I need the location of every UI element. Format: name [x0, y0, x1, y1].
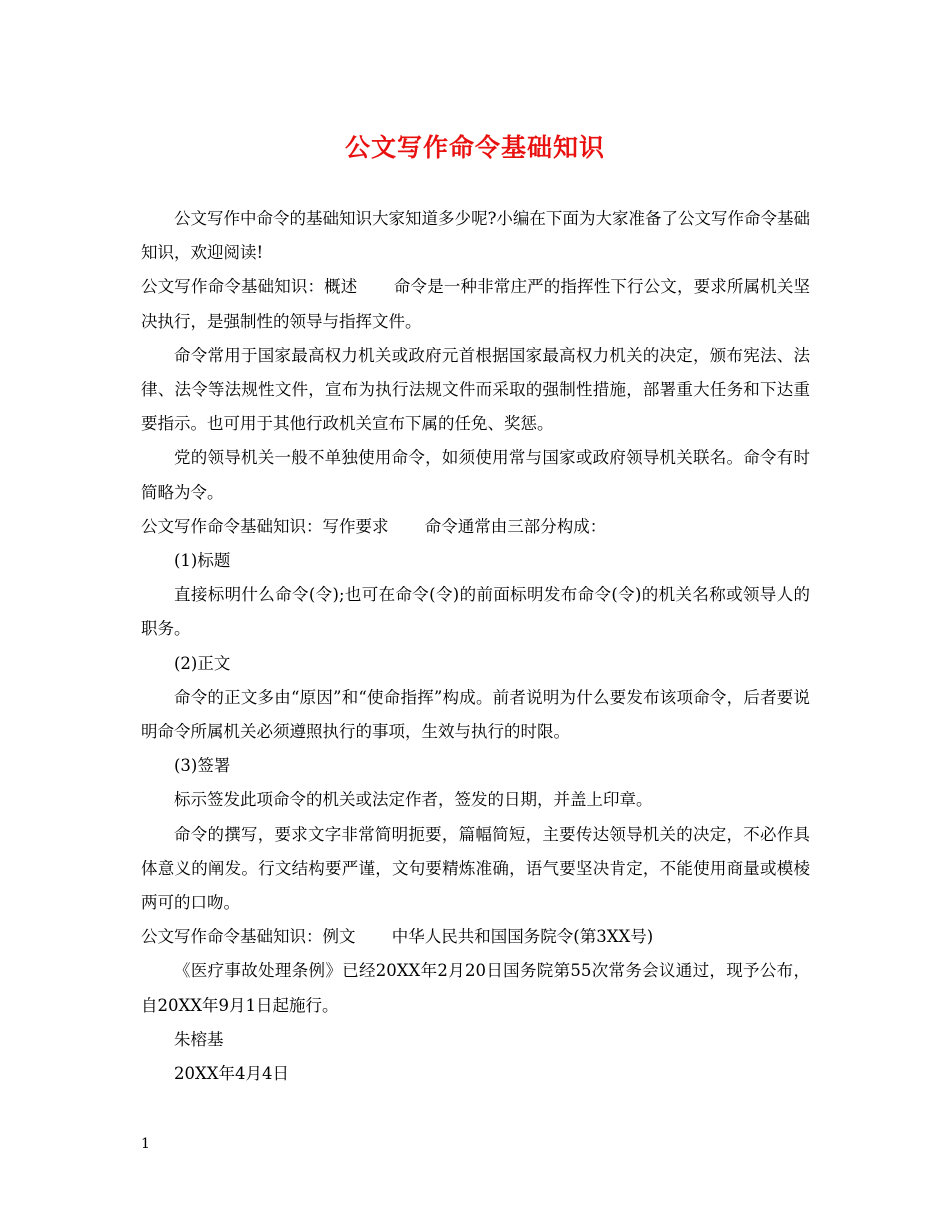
paragraph-writing-style: 命令的撰写，要求文字非常简明扼要，篇幅简短，主要传达领导机关的决定，不必作具体意义的阐发。行文结构要严谨，文句要精炼准确，语气要坚决肯定，不能使用商量或模棱两可的口吻。 [141, 824, 810, 913]
paragraph-example-body: 《医疗事故处理条例》已经20XX年2月20日国务院第55次常务会议通过，现予公布，自20XX年9月1日起施行。 [141, 961, 810, 1015]
paragraph-example [141, 920, 810, 954]
page-number: 1 [141, 1136, 150, 1152]
section-heading-requirements: 公文写作命令基础知识：写作要求 [141, 516, 389, 536]
paragraph-overview [141, 270, 810, 338]
document-body [141, 202, 810, 1091]
paragraph-party-usage: 党的领导机关一般不单独使用命令，如须使用常与国家或政府领导机关联名。命令有时简略为令。 [141, 448, 810, 502]
paragraph-title-desc: 直接标明什么命令(令);也可在命令(令)的前面标明发布命令(令)的机关名称或领导人的职务。 [141, 585, 810, 639]
paragraph-signature-desc: 标示签发此项命令的机关或法定作者，签发的日期，并盖上印章。 [174, 790, 653, 810]
subheading-body: (2)正文 [174, 653, 231, 673]
signature-name: 朱榕基 [174, 1029, 224, 1049]
subheading-signature: (3)签署 [174, 756, 231, 776]
section-heading-overview: 公文写作命令基础知识：概述 [141, 277, 358, 297]
document-title: 公文写作命令基础知识 [344, 133, 605, 162]
paragraph-usage: 命令常用于国家最高权力机关或政府元首根据国家最高权力机关的决定，颁布宪法、法律、法令等法规性文件，宣布为执行法规文件而采取的强制性措施，部署重大任务和下达重要指示。也可用于其他行政机关宣布下属的任免、奖惩。 [141, 345, 810, 434]
section-heading-example: 公文写作命令基础知识：例文 [141, 927, 356, 947]
signature-date: 20XX年4月4日 [174, 1064, 289, 1084]
paragraph-requirements [141, 510, 810, 544]
subheading-title: (1)标题 [174, 551, 231, 571]
paragraph-intro: 公文写作中命令的基础知识大家知道多少呢?小编在下面为大家准备了公文写作命令基础知识，欢迎阅读! [141, 209, 810, 263]
paragraph-body-desc: 命令的正文多由“原因”和“使命指挥”构成。前者说明为什么要发布该项命令，后者要说明命令所属机关必须遵照执行的事项，生效与执行的时限。 [141, 687, 810, 742]
paragraph-requirements-text: 命令通常由三部分构成： [424, 516, 607, 536]
paragraph-example-text: 中华人民共和国国务院令(第3XX号) [391, 927, 654, 947]
paragraph-overview-text: 命令是一种非常庄严的指挥性下行公文，要求所属机关坚决执行，是强制性的领导与指挥文件。 [141, 277, 811, 331]
